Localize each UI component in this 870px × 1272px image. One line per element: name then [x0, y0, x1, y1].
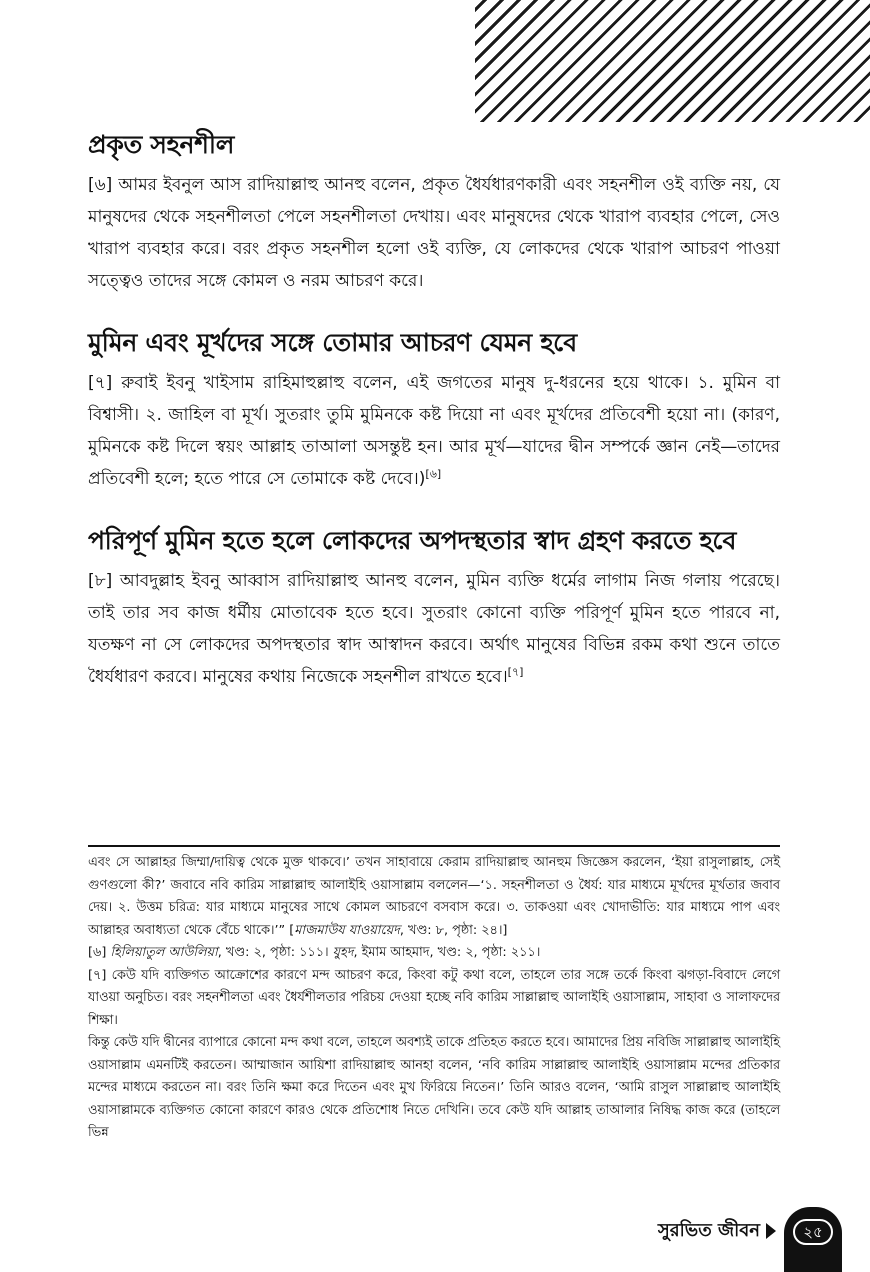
paragraph-text: [৬] আমর ইবনুল আস রাদিয়াল্লাহু আনহু বলেন, প্রকৃত ধৈর্যধারণকারী এবং সহনশীল ওই ব্যক্তি নয়, যে মানুষদের থেকে সহনশীলতা পেলে সহনশীলতা দেখায়। এবং মানুষদের থেকে খারাপ ব্যবহার পেলে, সেও খারাপ ব্যবহার করে। বরং প্রকৃত সহনশীল হলো ওই ব্যক্তি, যে লোকদের থেকে খারাপ আচরণ পাওয়া সত্ত্বেও তাদের সঙ্গে কোমল ও নরম আচরণ করে। — [88, 175, 780, 291]
footnote-label: [৬] — [88, 945, 111, 960]
footnote-7-continuation: কিন্তু কেউ যদি দ্বীনের ব্যাপারে কোনো মন্দ কথা বলে, তাহলে অবশ্যই তাকে প্রতিহত করতে হবে। আমাদের প্রিয় নবিজি সাল্লাল্লাহু আলাইহি ওয়াসাল্লাম এমনটিই করতেন। আম্মাজান আয়িশা রাদিয়াল্লাহু আনহা বলেন, ‘নবি কারিম সাল্লাল্লাহু আলাইহি ওয়াসাল্লাম মন্দের প্রতিকার মন্দের মাধ্যমে করতেন না। বরং তিনি ক্ষমা করে দিতেন এবং মুখ ফিরিয়ে নিতেন।’ তিনি আরও বলেন, ‘আমি রাসুল সাল্লাল্লাহু আলাইহি ওয়াসাল্লামকে ব্যক্তিগত কোনো কারণে কারও থেকে প্রতিশোধ নিতে দেখিনি। তবে কেউ যদি আল্লাহ তাআলার নিষিদ্ধ কাজ করে (তাহলে ভিন্ন — [88, 1035, 780, 1140]
footnote-ref[interactable]: [৬] — [425, 467, 442, 481]
section-paragraph — [88, 565, 780, 693]
page-footer — [658, 1211, 780, 1251]
footnote-text: , ইমাম আহমাদ, খণ্ড: ২, পৃষ্ঠা: ২১১। — [353, 945, 541, 960]
section-heading: পরিপূর্ণ মুমিন হতে হলে লোকদের অপদস্থতার স্বাদ গ্রহণ করতে হবে — [88, 526, 737, 555]
footnote-text: এবং সে আল্লাহর জিম্মা/দায়িত্ব থেকে মুক্ত থাকবে।’ তখন সাহাবায়ে কেরাম রাদিয়াল্লাহু আনহুম জিজ্ঞেস করলেন, ‘ইয়া রাসুলাল্লাহ, সেই গুণগুলো কী?’ জবাবে নবি কারিম সাল্লাল্লাহু আলাইহি ওয়াসাল্লাম বললেন—‘১. সহনশীলতা ও ধৈর্য: যার মাধ্যমে মূর্খদের মূর্খতার জবাব দেয়। ২. উত্তম চরিত্র: যার মাধ্যমে মানুষের সাথে কোমল আচরণে বসবাস করে। ৩. তাকওয়া এবং খোদাভীতি: যার মাধ্যমে পাপ এবং আল্লাহর অবাধ্যতা থেকে বেঁচে থাকে।’” [ — [88, 855, 780, 938]
source-title: মাজমাউয যাওয়ায়েদ — [294, 922, 400, 938]
paragraph-text: [৮] আবদুল্লাহ ইবনু আব্বাস রাদিয়াল্লাহু আনহু বলেন, মুমিন ব্যক্তি ধর্মের লাগাম নিজ গলায় পরেছে। তাই তার সব কাজ ধর্মীয় মোতাবেক হতে হবে। সুতরাং কোনো ব্যক্তি পরিপূর্ণ মুমিন হতে পারবে না, যতক্ষণ না সে লোকদের অপদস্থতার স্বাদ আস্বাদন করবে। অর্থাৎ মানুষের বিভিন্ন রকম কথা শুনে তাতে ধৈর্যধারণ করবে। মানুষের কথায় নিজেকে সহনশীল রাখতে হবে। — [88, 571, 780, 687]
paragraph-text: [৭] রুবাই ইবনু খাইসাম রাহিমাহুল্লাহু বলেন, এই জগতের মানুষ দু-ধরনের হয়ে থাকে। ১. মুমিন বা বিশ্বাসী। ২. জাহিল বা মূর্খ। সুতরাং তুমি মুমিনকে কষ্ট দিয়ো না এবং মূর্খদের প্রতিবেশী হয়ো না। (কারণ, মুমিনকে কষ্ট দিলে স্বয়ং আল্লাহ তাআলা অসন্তুষ্ট হন। আর মূর্খ—যাদের দ্বীন সম্পর্কে জ্ঞান নেই—তাদের প্রতিবেশী হলে; হতে পারে সে তোমাকে কষ্ট দেবে।) — [88, 373, 780, 489]
section-heading: প্রকৃত সহনশীল — [88, 130, 235, 159]
section-paragraph — [88, 367, 780, 495]
footnote-ref[interactable]: [৭] — [507, 665, 524, 679]
hatched-corner-decoration — [475, 0, 870, 122]
footnote-continuation — [88, 852, 780, 942]
footnote-divider — [88, 845, 780, 847]
footnote-text: , খণ্ড: ২, পৃষ্ঠা: ১১১। — [217, 945, 333, 960]
main-text — [88, 125, 780, 693]
page-number: ২৫ — [793, 1219, 833, 1245]
footnote-7: [৭] কেউ যদি ব্যক্তিগত আক্রোশের কারণে মন্দ আচরণ করে, কিংবা কটু কথা বলে, তাহলে তার সঙ্গে তর্কে কিংবা ঝগড়া-বিবাদে লেগে যাওয়া অনুচিত। বরং সহনশীলতা এবং ধৈর্যশীলতার পরিচয় দেওয়া হচ্ছে নবি কারিম সাল্লাল্লাহু আলাইহি ওয়াসাল্লাম, সাহাবা ও সালাফদের শিক্ষা। — [88, 967, 780, 1028]
source-title: যুহদ — [332, 945, 354, 960]
page-tab-tail — [784, 1257, 842, 1272]
triangle-right-icon — [766, 1223, 776, 1239]
footnotes — [88, 852, 780, 1145]
footnote-text: , খণ্ড: ৮, পৃষ্ঠা: ২৪।] — [399, 922, 508, 938]
section-paragraph — [88, 169, 780, 297]
book-title: সুরভিত জীবন — [657, 1219, 760, 1241]
page-number-tab — [784, 1207, 842, 1257]
section-heading: মুমিন এবং মূর্খদের সঙ্গে তোমার আচরণ যেমন হবে — [88, 328, 577, 357]
footnote-6 — [88, 942, 780, 965]
source-title: হিলিয়াতুল আউলিয়া — [110, 945, 218, 960]
